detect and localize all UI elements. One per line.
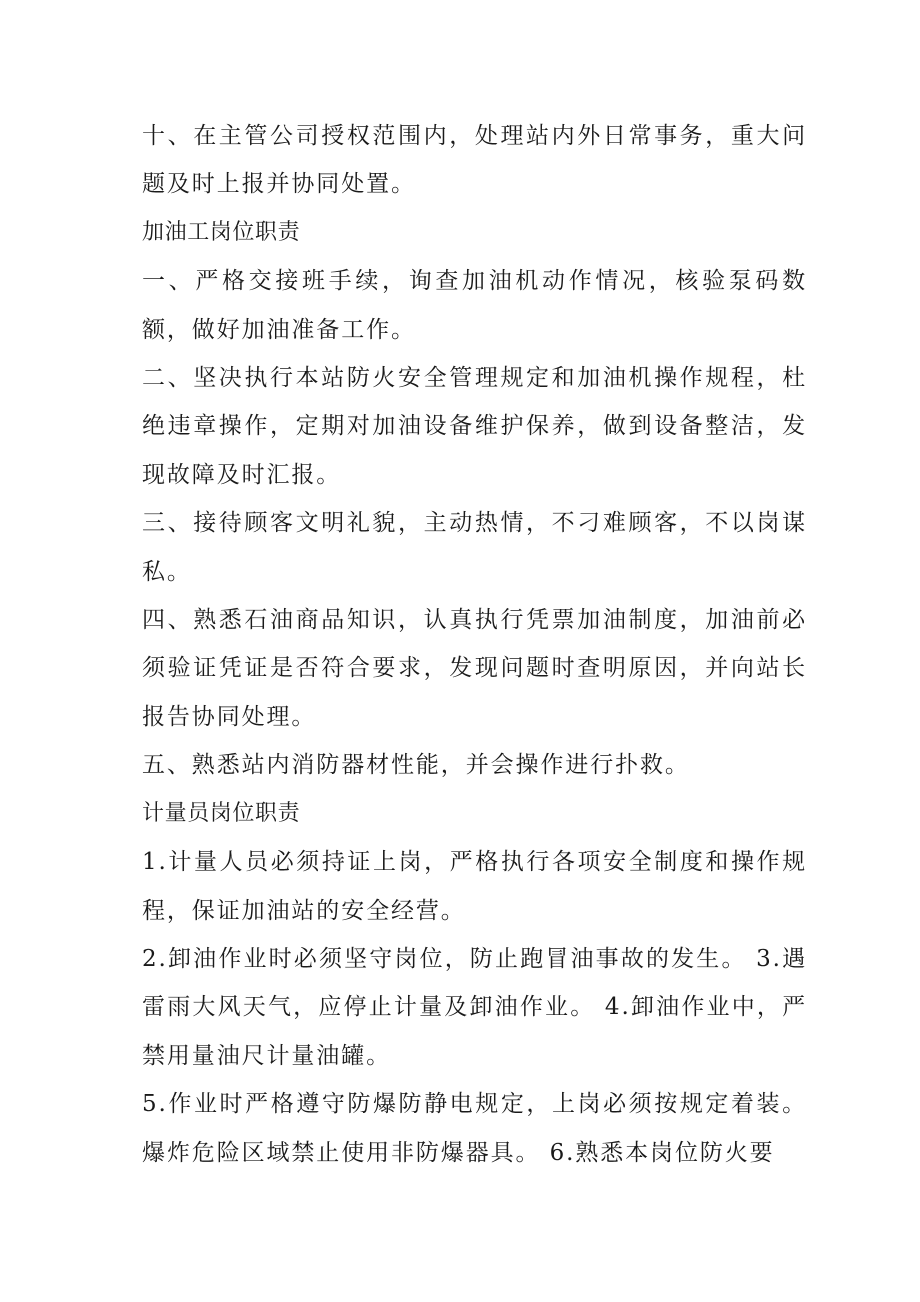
- paragraph-metering-2-4: 2.卸油作业时必须坚守岗位，防止跑冒油事故的发生。 3.遇雷雨大风天气，应停止计量及卸油作业。 4.卸油作业中，严禁用量油尺计量油罐。: [142, 945, 807, 1069]
- paragraph-duty-2: 二、坚决执行本站防火安全管理规定和加油机操作规程，杜绝违章操作，定期对加油设备维护保养，做到设备整洁，发现故障及时汇报。: [142, 365, 807, 488]
- paragraph-duty-4: 四、熟悉石油商品知识，认真执行凭票加油制度，加油前必须验证凭证是否符合要求，发现问题时查明原因，并向站长报告协同处理。: [142, 607, 807, 730]
- paragraph-duty-5: 五、熟悉站内消防器材性能，并会操作进行扑救。: [142, 752, 690, 779]
- paragraph-duty-1: 一、严格交接班手续，询查加油机动作情况，核验泵码数额，做好加油准备工作。: [142, 268, 807, 343]
- document-body: [142, 112, 807, 1177]
- paragraph-item-10: 十、在主管公司授权范围内，处理站内外日常事务，重大问题及时上报并协同处置。: [142, 123, 807, 198]
- paragraph-metering-5-6: 5.作业时严格遵守防爆防静电规定，上岗必须按规定着装。爆炸危险区域禁止使用非防爆器具。 6.熟悉本岗位防火要: [142, 1091, 807, 1166]
- section-heading-metering-staff: 计量员岗位职责: [142, 800, 301, 826]
- section-heading-fuel-attendant: 加油工岗位职责: [142, 219, 301, 245]
- paragraph-metering-1: 1.计量人员必须持证上岗，严格执行各项安全制度和操作规程，保证加油站的安全经营。: [142, 849, 807, 924]
- paragraph-duty-3: 三、接待顾客文明礼貌，主动热情，不刁难顾客，不以岗谋私。: [142, 510, 807, 585]
